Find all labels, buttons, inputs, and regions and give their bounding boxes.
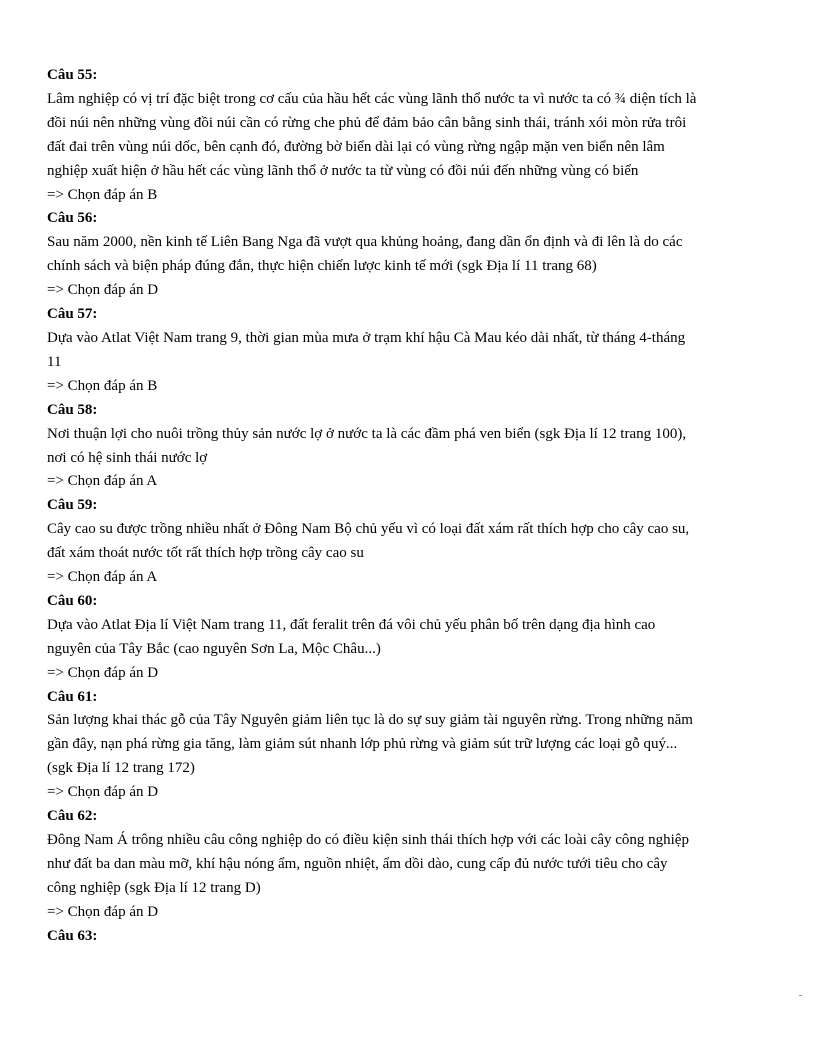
explanation-line: như đất ba dan màu mỡ, khí hậu nóng ẩm, nguồn nhiệt, ẩm dồi dào, cung cấp đủ nước tưới tiêu cho cây xyxy=(47,855,668,872)
answer-line: => Chọn đáp án D xyxy=(47,664,159,681)
explanation-line: Dựa vào Atlat Việt Nam trang 9, thời gian mùa mưa ở trạm khí hậu Cà Mau kéo dài nhất, từ tháng 4-tháng xyxy=(47,329,686,346)
question-title: Câu 61: xyxy=(47,688,98,705)
question-block xyxy=(47,805,747,925)
question-title: Câu 63: xyxy=(47,927,98,944)
explanation-line: nghiệp xuất hiện ở hầu hết các vùng lãnh thổ ở nước ta từ vùng có đồi núi đến những vùng có biển xyxy=(47,162,639,179)
question-title: Câu 59: xyxy=(47,497,98,514)
answer-line: => Chọn đáp án A xyxy=(47,473,158,490)
explanation-line: công nghiệp (sgk Địa lí 12 trang D) xyxy=(47,879,261,896)
question-block xyxy=(47,64,747,207)
question-title: Câu 57: xyxy=(47,306,98,323)
answer-line: => Chọn đáp án D xyxy=(47,903,159,920)
question-block xyxy=(47,303,747,399)
question-block xyxy=(47,399,747,495)
answer-line: => Chọn đáp án B xyxy=(47,186,158,203)
explanation-line: nguyên của Tây Bắc (cao nguyên Sơn La, Mộc Châu...) xyxy=(47,640,381,657)
explanation-line: đất xám thoát nước tốt rất thích hợp trồng cây cao su xyxy=(47,545,364,562)
explanation-line: (sgk Địa lí 12 trang 172) xyxy=(47,760,195,777)
explanation-line: Sản lượng khai thác gỗ của Tây Nguyên giảm liên tục là do sự suy giảm tài nguyên rừng. Trong những năm xyxy=(47,712,693,729)
question-title: Câu 62: xyxy=(47,808,98,825)
explanation-line: Lâm nghiệp có vị trí đặc biệt trong cơ cấu của hầu hết các vùng lãnh thổ nước ta vì nước ta có ¾ diện tích là xyxy=(47,90,697,107)
answer-line: => Chọn đáp án A xyxy=(47,569,158,586)
question-title: Câu 58: xyxy=(47,401,98,418)
question-title: Câu 56: xyxy=(47,210,98,227)
explanation-line: nơi có hệ sinh thái nước lợ xyxy=(47,449,208,466)
explanation-line: 11 xyxy=(47,353,62,370)
question-block xyxy=(47,686,747,806)
explanation-line: chính sách và biện pháp đúng đắn, thực hiện chiến lược kinh tế mới (sgk Địa lí 11 trang 68) xyxy=(47,258,597,275)
explanation-line: Cây cao su được trồng nhiều nhất ở Đông Nam Bộ chủ yếu vì có loại đất xám rất thích hợp cho cây cao su, xyxy=(47,521,690,538)
question-block xyxy=(47,925,747,949)
explanation-line: Dựa vào Atlat Địa lí Việt Nam trang 11, đất feralit trên đá vôi chủ yếu phân bố trên dạng địa hình cao xyxy=(47,616,656,633)
answer-line: => Chọn đáp án D xyxy=(47,784,159,801)
explanation-line: đồi núi nên những vùng đồi núi cần có rừng che phủ để đảm bảo cân bằng sinh thái, tránh xói mòn rửa trôi xyxy=(47,114,687,131)
question-block xyxy=(47,207,747,303)
question-title: Câu 55: xyxy=(47,67,98,83)
explanation-line: Đông Nam Á trông nhiều câu công nghiệp do có điều kiện sinh thái thích hợp với các loài cây công nghiệp xyxy=(47,832,689,848)
explanation-line: đất đai trên vùng núi dốc, bên cạnh đó, đường bờ biển dài lại có vùng rừng ngập mặn ven biển nên lâm xyxy=(47,138,665,155)
question-title: Câu 60: xyxy=(47,592,98,609)
explanation-line: Sau năm 2000, nền kinh tế Liên Bang Nga đã vượt qua khủng hoảng, đang dần ổn định và đi lên là do các xyxy=(47,234,683,251)
explanation-line: gần đây, nạn phá rừng gia tăng, làm giảm sút nhanh lớp phủ rừng và giảm sút trữ lượng các loại gỗ quý... xyxy=(47,736,678,753)
question-block xyxy=(47,590,747,686)
answer-line: => Chọn đáp án B xyxy=(47,377,158,394)
question-block xyxy=(47,494,747,590)
answer-line: => Chọn đáp án D xyxy=(47,282,159,299)
document-page xyxy=(47,64,747,949)
explanation-line: Nơi thuận lợi cho nuôi trồng thủy sản nước lợ ở nước ta là các đầm phá ven biển (sgk Địa lí 12 trang 100), xyxy=(47,425,687,442)
page-corner-mark xyxy=(799,995,802,996)
